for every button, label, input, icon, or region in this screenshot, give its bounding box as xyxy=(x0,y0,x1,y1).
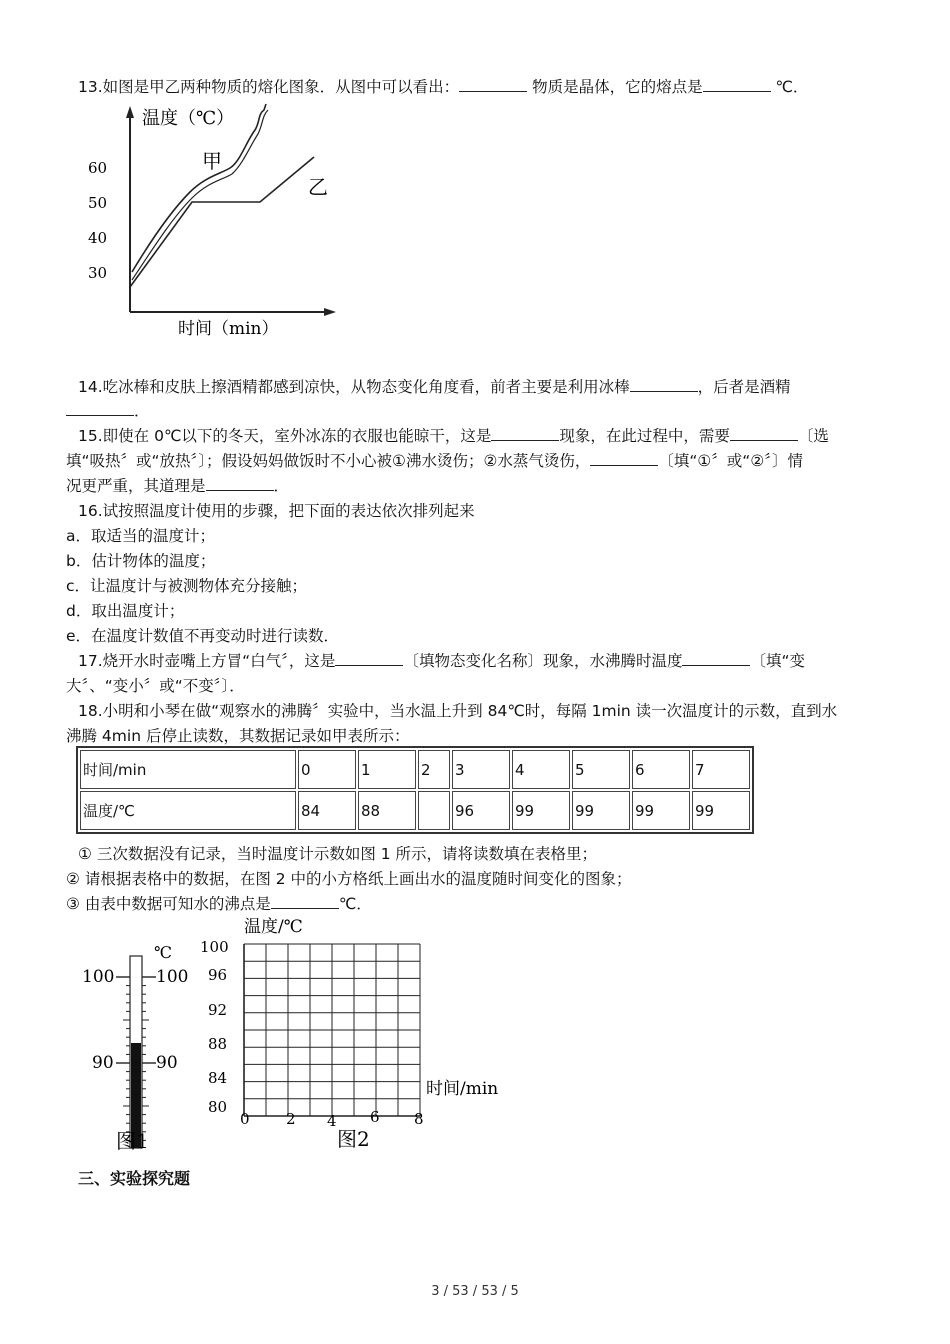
grid xyxy=(244,944,420,1116)
y-tick-label: 40 xyxy=(88,229,108,247)
answer-blank[interactable] xyxy=(206,475,274,491)
table-header: 温度/℃ xyxy=(80,791,296,830)
q16-step: b．估计物体的温度； xyxy=(66,552,216,570)
answer-blank[interactable] xyxy=(66,400,134,416)
q16-step: c．让温度计与被测物体充分接触； xyxy=(66,577,308,595)
x-axis-label: 时间（min） xyxy=(178,319,279,339)
table-cell: 99 xyxy=(512,791,570,830)
section-heading: 三、实验探究题 xyxy=(78,1169,191,1188)
q17-line2: 大〞、“变小〞或“不变〞〕． xyxy=(66,677,245,695)
table-cell: 99 xyxy=(692,791,750,830)
y-axis-label: 温度/℃ xyxy=(244,917,303,937)
table-row-time xyxy=(80,750,750,789)
y-axis-label: 温度（℃） xyxy=(142,108,235,129)
q16-title: 16.试按照温度计使用的步骤，把下面的表达依次排列起来 xyxy=(78,502,475,520)
x-axis-label: 时间/min xyxy=(426,1079,499,1099)
q14-line1: 14.吃冰棒和皮肤上擦酒精都感到凉快，从物态变化角度看，前者主要是利用冰棒 ，后者是酒精 xyxy=(78,378,791,396)
x-tick-label: 2 xyxy=(286,1110,296,1128)
table-cell: 99 xyxy=(632,791,690,830)
scale-label-100-right: 100 xyxy=(156,967,189,987)
data-table xyxy=(76,746,754,834)
y-tick-label: 96 xyxy=(208,966,228,984)
q18-sub1: ① 三次数据没有记录，当时温度计示数如图 1 所示，请将读数填在表格里； xyxy=(78,845,598,863)
y-tick-label: 88 xyxy=(208,1035,228,1053)
table-cell: 84 xyxy=(298,791,356,830)
q15-line2: 填“吸热〞或“放热〞〕；假设妈妈做饭时不小心被①沸水烫伤；②水蒸气烫伤， 〔填“①〞或“②〞〕情 xyxy=(66,452,803,470)
answer-blank[interactable] xyxy=(730,425,798,441)
table-cell: 5 xyxy=(572,750,630,789)
scale-label-100-left: 100 xyxy=(82,967,115,987)
figure-caption: 图2 xyxy=(337,1127,370,1151)
q13-line: 13.如图是甲乙两种物质的熔化图象．从图中可以看出： 物质是晶体，它的熔点是 ℃． xyxy=(78,78,809,96)
unit-label: ℃ xyxy=(154,943,172,962)
x-tick-label: 6 xyxy=(370,1108,380,1126)
scale-label-90-right: 90 xyxy=(156,1053,178,1073)
answer-blank[interactable] xyxy=(491,425,559,441)
table-cell: 1 xyxy=(358,750,416,789)
table-cell: 3 xyxy=(452,750,510,789)
series-jia-line xyxy=(132,104,266,272)
x-tick-label: 4 xyxy=(327,1112,337,1130)
table-row-temp xyxy=(80,791,750,830)
scale-label-90-left: 90 xyxy=(92,1053,114,1073)
q18-line2: 沸腾 4min 后停止读数，其数据记录如甲表所示： xyxy=(66,727,410,745)
y-tick-label: 60 xyxy=(88,159,108,177)
x-tick-label: 8 xyxy=(414,1110,424,1128)
q16-step: e．在温度计数值不再变动时进行读数． xyxy=(66,627,340,645)
answer-blank[interactable] xyxy=(630,376,698,392)
answer-blank[interactable] xyxy=(335,650,403,666)
answer-blank[interactable] xyxy=(590,450,658,466)
page-footer: 3 / 53 / 53 / 5 xyxy=(431,1284,519,1299)
table-cell: 7 xyxy=(692,750,750,789)
q15-line3: 况更严重，其道理是 ． xyxy=(66,477,290,495)
graph-paper-figure xyxy=(200,912,520,1152)
y-tick-label: 50 xyxy=(88,194,108,212)
series-yi-line xyxy=(130,157,314,287)
x-tick-label: 0 xyxy=(240,1110,250,1128)
x-axis-arrow xyxy=(324,308,336,316)
figure-caption: 图1 xyxy=(116,1129,149,1152)
melting-chart xyxy=(80,102,360,342)
q15-line1: 15.即使在 0℃以下的冬天，室外冰冻的衣服也能晾干，这是 现象，在此过程中，需要 〔选 xyxy=(78,427,829,445)
y-axis-arrow xyxy=(126,106,134,118)
table-cell: 6 xyxy=(632,750,690,789)
table-cell-blank[interactable] xyxy=(418,791,450,830)
answer-blank[interactable] xyxy=(682,650,750,666)
series-label-yi: 乙 xyxy=(308,175,328,199)
thermometer-figure xyxy=(80,936,200,1152)
answer-blank[interactable] xyxy=(703,76,771,92)
q14-line2: ． xyxy=(66,400,150,422)
answer-blank[interactable] xyxy=(271,893,339,909)
table-cell: 88 xyxy=(358,791,416,830)
q18-line1: 18.小明和小琴在做“观察水的沸腾〞实验中，当水温上升到 84℃时，每隔 1min 读一次温度计的示数，直到水 xyxy=(78,702,838,720)
table-cell: 99 xyxy=(572,791,630,830)
series-jia-line-outline xyxy=(132,110,268,280)
y-tick-label: 80 xyxy=(208,1098,228,1116)
series-label-jia: 甲 xyxy=(202,149,222,173)
q18-sub2: ② 请根据表格中的数据，在图 2 中的小方格纸上画出水的温度随时间变化的图象； xyxy=(66,870,632,888)
table-cell: 96 xyxy=(452,791,510,830)
y-tick-label: 30 xyxy=(88,264,108,282)
answer-blank[interactable] xyxy=(459,76,527,92)
table-cell: 4 xyxy=(512,750,570,789)
y-tick-label: 84 xyxy=(208,1069,228,1087)
table-cell: 2 xyxy=(418,750,450,789)
q16-step: d．取出温度计； xyxy=(66,602,185,620)
y-tick-label: 100 xyxy=(200,938,229,956)
table-header: 时间/min xyxy=(80,750,296,789)
q18-sub3: ③ 由表中数据可知水的沸点是 ℃． xyxy=(66,895,372,913)
q16-step: a．取适当的温度计； xyxy=(66,527,215,545)
q17-line1: 17.烧开水时壶嘴上方冒“白气〞，这是 〔填物态变化名称〕现象，水沸腾时温度 〔填“变 xyxy=(78,652,805,670)
y-tick-label: 92 xyxy=(208,1001,228,1019)
table-cell: 0 xyxy=(298,750,356,789)
